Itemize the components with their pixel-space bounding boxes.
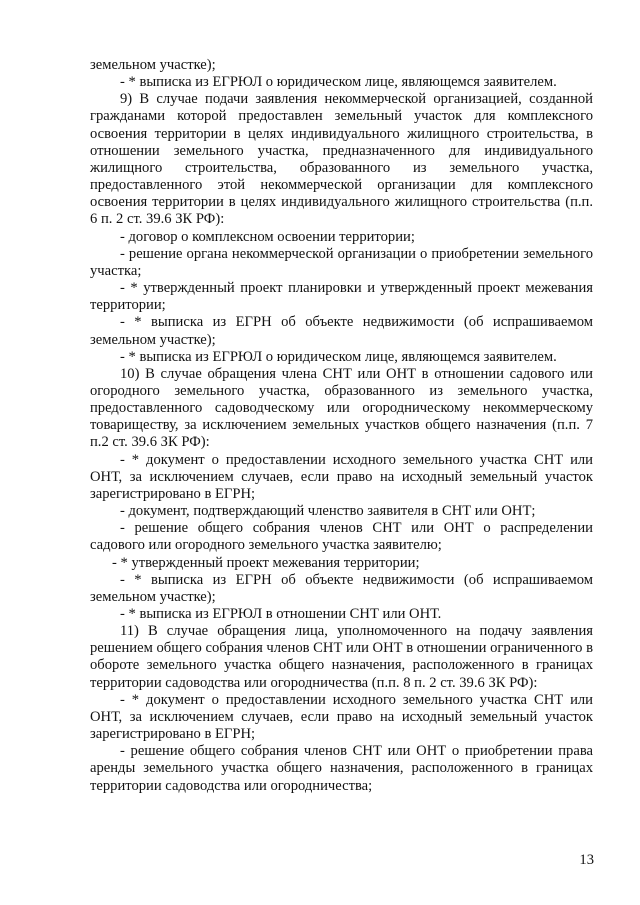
list-item-planning-project: - * утвержденный проект планировки и утвержденный проект межевания территории; xyxy=(90,280,593,314)
list-item-egrn-extract: - * выписка из ЕГРН об объекте недвижимости (об испрашиваемом земельном участке); xyxy=(90,314,593,348)
section-10-heading: 10) В случае обращения члена СНТ или ОНТ в отношении садового или огородного земельного участка, образованного из земельного участка, предоставленного садоводческому или огородническому некоммерческому товариществу, за исключением земельных участков общего назначения (п.п. 7 п.2 ст. 39.6 ЗК РФ): xyxy=(90,365,593,451)
list-item-development-contract: - договор о комплексном освоении территории; xyxy=(120,228,415,245)
list-item-egryul-applicant-2: - * выписка из ЕГРЮЛ о юридическом лице, являющемся заявителем. xyxy=(120,348,557,365)
paragraph-continuation: земельном участке); xyxy=(90,57,216,73)
document-body xyxy=(90,57,593,795)
page-number: 13 xyxy=(579,852,594,868)
list-item-egrn-extract-2: - * выписка из ЕГРН об объекте недвижимости (об испрашиваемом земельном участке); xyxy=(90,571,593,605)
list-item-organization-decision: - решение органа некоммерческой организации о приобретении земельного участка; xyxy=(90,245,593,279)
section-9-heading: 9) В случае подачи заявления некоммерческой организацией, созданной гражданами которой предоставлен земельный участок для комплексного освоения территории в целях индивидуального жилищного строительства, в отношении земельного участка, предназначенного для индивидуального жилищного строительства, образованного из земельного участка, предоставленного этой некоммерческой организации для комплексного освоения территории в целях индивидуального жилищного строительства (п.п. 6 п. 2 ст. 39.6 ЗК РФ): xyxy=(90,91,593,228)
list-item-surveying-project: - * утвержденный проект межевания территории; xyxy=(112,554,420,571)
list-item-lease-decision: - решение общего собрания членов СНТ или ОНТ о приобретении права аренды земельного участка общего назначения, расположенного в границах территории садоводства или огородничества; xyxy=(90,743,593,794)
list-item-egryul-snt: - * выписка из ЕГРЮЛ в отношении СНТ или ОНТ. xyxy=(120,606,442,622)
section-11-heading: 11) В случае обращения лица, уполномоченного на подачу заявления решением общего собрания членов СНТ или ОНТ в отношении ограниченного в обороте земельного участка общего назначения, расположенного в границах территории садоводства или огородничества (п.п. 8 п. 2 ст. 39.6 ЗК РФ): xyxy=(90,623,593,691)
list-item-source-plot-document: - * документ о предоставлении исходного земельного участка СНТ или ОНТ, за исключением случаев, если право на исходный земельный участок зарегистрировано в ЕГРН; xyxy=(90,451,593,502)
list-item-source-plot-document-2: - * документ о предоставлении исходного земельного участка СНТ или ОНТ, за исключением случаев, если право на исходный земельный участок зарегистрировано в ЕГРН; xyxy=(90,691,593,743)
list-item-egryul-applicant: - * выписка из ЕГРЮЛ о юридическом лице, являющемся заявителем. xyxy=(120,74,557,91)
list-item-meeting-decision: - решение общего собрания членов СНТ или ОНТ о распределении садового или огородного земельного участка заявителю; xyxy=(90,520,593,554)
list-item-membership-document: - документ, подтверждающий членство заявителя в СНТ или ОНТ; xyxy=(120,503,536,520)
